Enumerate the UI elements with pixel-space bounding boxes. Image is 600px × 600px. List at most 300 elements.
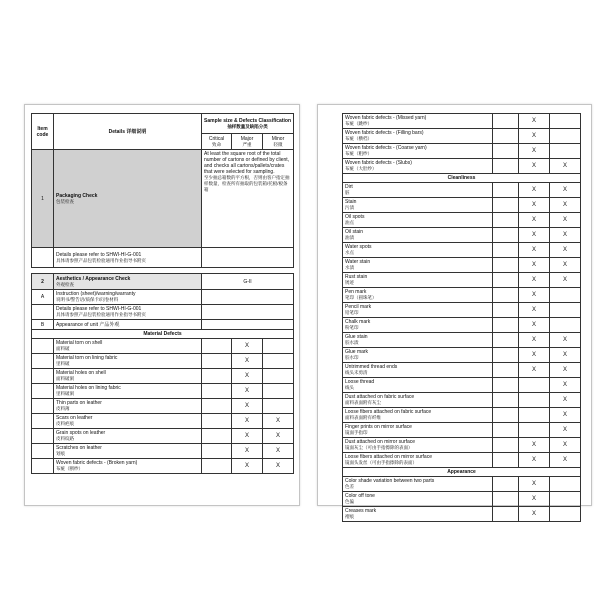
defect-description	[343, 228, 493, 243]
minor-mark	[550, 492, 581, 507]
defect-name-zh: 皮料薄	[56, 406, 70, 411]
details-header: Details 详细说明	[54, 114, 202, 150]
major-mark: X	[232, 339, 263, 354]
appearance-title: Appearance	[343, 468, 581, 477]
table-row	[343, 438, 581, 453]
minor-mark	[550, 129, 581, 144]
inspection-level: G-II	[202, 274, 294, 290]
left-page	[24, 104, 300, 506]
minor-label-zh: 轻微	[273, 141, 283, 147]
packaging-check-title	[54, 150, 202, 248]
table-row	[343, 258, 581, 273]
defect-description	[343, 378, 493, 393]
major-mark	[519, 393, 550, 408]
table-row	[32, 459, 294, 474]
major-mark: X	[519, 183, 550, 198]
critical-mark	[493, 318, 519, 333]
major-mark: X	[519, 129, 550, 144]
defect-description	[343, 243, 493, 258]
table-row	[32, 369, 294, 384]
critical-mark	[493, 213, 519, 228]
critical-mark	[202, 354, 232, 369]
material-defects-title: Material Defects	[32, 330, 294, 339]
defect-description	[343, 477, 493, 492]
appearance-of-unit-zh: 产品外观	[99, 321, 120, 328]
critical-mark	[493, 438, 519, 453]
defect-name-zh: 粉笔印	[345, 325, 359, 330]
major-mark: X	[232, 459, 263, 474]
instruction-text: Instruction (sheet)/warning/warranty	[56, 291, 136, 297]
minor-mark: X	[550, 423, 581, 438]
table-row	[32, 444, 294, 459]
aesthetics-title: Aesthetics / Appearance Check	[56, 275, 131, 282]
critical-header	[202, 134, 232, 150]
critical-mark	[493, 408, 519, 423]
critical-mark	[202, 399, 232, 414]
instruction-row	[54, 290, 202, 305]
table-row	[343, 129, 581, 144]
table-row	[32, 339, 294, 354]
critical-mark	[493, 159, 519, 174]
packaging-reference	[54, 248, 202, 268]
minor-mark: X	[550, 438, 581, 453]
major-mark: X	[519, 243, 550, 258]
cleanliness-rows	[343, 183, 581, 468]
defect-description	[54, 399, 202, 414]
defect-name-en: Woven fabric defects - (Filling bars)	[345, 130, 424, 136]
critical-mark	[202, 414, 232, 429]
blank-cell	[32, 384, 54, 399]
critical-mark	[493, 198, 519, 213]
defect-description	[343, 114, 493, 129]
blank-cell	[32, 414, 54, 429]
minor-mark: X	[263, 429, 294, 444]
critical-label: Critical	[208, 135, 225, 142]
blank-cell	[202, 290, 294, 305]
critical-mark	[202, 369, 232, 384]
critical-mark	[493, 492, 519, 507]
minor-mark: X	[550, 159, 581, 174]
major-header	[232, 134, 263, 150]
minor-mark	[263, 399, 294, 414]
table-row	[343, 288, 581, 303]
defect-description	[343, 183, 493, 198]
sample-size-label-zh: 抽样数量及缺陷分类	[227, 123, 268, 129]
appearance-of-unit	[54, 320, 202, 330]
minor-mark: X	[550, 183, 581, 198]
table-row	[343, 333, 581, 348]
critical-mark	[493, 363, 519, 378]
table-row	[343, 114, 581, 129]
critical-mark	[202, 429, 232, 444]
major-mark: X	[519, 477, 550, 492]
critical-mark	[493, 303, 519, 318]
blank-cell	[32, 248, 54, 268]
blank-cell	[32, 444, 54, 459]
defect-description	[343, 492, 493, 507]
defect-description	[54, 444, 202, 459]
minor-mark: X	[550, 393, 581, 408]
defect-name-zh: 胶水渍	[345, 340, 359, 345]
defect-name-zh: 水渍	[345, 265, 354, 270]
defect-name-zh: 里料破	[56, 361, 70, 366]
blank-cell	[32, 459, 54, 474]
blank-cell	[32, 339, 54, 354]
material-defects-rows	[32, 339, 294, 474]
defect-name-en: Glue mark	[345, 349, 369, 355]
defect-description	[343, 273, 493, 288]
defect-name-en: Material holes on lining fabric	[56, 385, 121, 391]
defect-description	[343, 453, 493, 468]
defect-description	[54, 384, 202, 399]
major-mark: X	[232, 399, 263, 414]
major-label-zh: 严重	[242, 141, 252, 147]
defect-name-zh: 色偏	[345, 499, 354, 504]
minor-mark: X	[550, 333, 581, 348]
item-code-header: Item code	[32, 114, 54, 150]
defect-description	[343, 333, 493, 348]
defect-description	[343, 198, 493, 213]
blank-cell	[32, 369, 54, 384]
defect-name-zh: 皮料疤痕	[56, 421, 74, 426]
defect-name-zh: 铅笔印	[345, 310, 359, 315]
defect-name-en: Water stain	[345, 259, 371, 265]
defect-name-zh: 水点	[345, 250, 354, 255]
defect-name-zh: 油渍	[345, 235, 354, 240]
table-row	[343, 492, 581, 507]
defect-name-en: Oil stain	[345, 229, 364, 235]
table-row	[343, 273, 581, 288]
table-row	[343, 378, 581, 393]
defect-description	[343, 288, 493, 303]
defect-name-en: Stain	[345, 199, 357, 205]
major-mark: X	[232, 429, 263, 444]
minor-mark	[263, 369, 294, 384]
minor-mark: X	[550, 363, 581, 378]
defect-name-zh: 脏	[345, 190, 350, 195]
defect-description	[54, 429, 202, 444]
defect-name-zh: 布疵（断纱）	[56, 466, 83, 471]
defect-description	[54, 459, 202, 474]
critical-mark	[202, 384, 232, 399]
defect-name-en: Rust stain	[345, 274, 368, 280]
major-mark: X	[519, 363, 550, 378]
defect-name-zh: 皮料纹路	[56, 436, 74, 441]
defect-name-zh: 镜面头发丝（可由手指擦除的表面）	[345, 460, 417, 465]
cleanliness-title: Cleanliness	[343, 174, 581, 183]
defect-name-zh: 里料破洞	[56, 391, 74, 396]
minor-mark	[550, 507, 581, 522]
minor-mark: X	[550, 273, 581, 288]
table-row	[343, 408, 581, 423]
minor-mark	[550, 477, 581, 492]
defect-description	[343, 144, 493, 159]
defect-name-zh: 布疵（横档）	[345, 136, 372, 141]
major-mark	[519, 408, 550, 423]
major-label: Major	[240, 135, 254, 142]
major-mark: X	[519, 492, 550, 507]
table-row	[343, 393, 581, 408]
defect-name-en: Water spots	[345, 244, 372, 250]
blank-cell	[32, 354, 54, 369]
major-mark: X	[519, 318, 550, 333]
defect-description	[343, 423, 493, 438]
defect-name-en: Dust attached on mirror surface	[345, 439, 416, 445]
defect-description	[343, 348, 493, 363]
defect-name-en: Glue stain	[345, 334, 368, 340]
packaging-sampling-zh: 至少抽总箱数的平方根，否则由客户指定抽样数量，检查所有抽取的包装箱/托板/板条箱	[204, 175, 290, 192]
defect-name-en: Oil spots	[345, 214, 365, 220]
critical-mark	[493, 273, 519, 288]
major-mark: X	[519, 258, 550, 273]
critical-mark	[493, 333, 519, 348]
defect-name-en: Loose fibers attached on fabric surface	[345, 409, 432, 415]
right-page	[317, 104, 592, 519]
defect-name-zh: 褶痕	[345, 514, 354, 519]
defect-name-en: Woven fabric defects - (Slubs)	[345, 160, 412, 166]
major-mark: X	[232, 354, 263, 369]
major-mark: X	[519, 228, 550, 243]
defect-name-en: Pen mark	[345, 289, 367, 295]
minor-mark	[550, 303, 581, 318]
defect-name-zh: 镜面灰尘（可由手指擦除的表面）	[345, 445, 413, 450]
defect-name-en: Scars on leather	[56, 415, 93, 421]
defect-name-en: Creases mark	[345, 508, 377, 514]
table-row	[343, 453, 581, 468]
table-row	[32, 399, 294, 414]
minor-label: Minor	[271, 135, 285, 142]
table-row	[32, 384, 294, 399]
major-mark: X	[232, 414, 263, 429]
minor-mark	[550, 144, 581, 159]
critical-mark	[202, 444, 232, 459]
table-row	[343, 159, 581, 174]
major-mark: X	[519, 159, 550, 174]
major-mark: X	[519, 288, 550, 303]
aesthetics-number: 2	[32, 274, 54, 290]
minor-mark: X	[263, 414, 294, 429]
critical-mark	[493, 258, 519, 273]
minor-mark: X	[550, 198, 581, 213]
critical-mark	[493, 114, 519, 129]
defect-name-en: Dirt	[345, 184, 353, 190]
sample-size-label: Sample size & Defects Classification	[204, 117, 291, 124]
defect-description	[54, 354, 202, 369]
defect-name-zh: 油点	[345, 220, 354, 225]
major-mark: X	[519, 198, 550, 213]
defect-name-zh: 线头	[345, 385, 354, 390]
aesthetics-ref-zh: 具体请参照产品包装检验通用作业指导书附页	[56, 312, 146, 317]
minor-mark: X	[550, 378, 581, 393]
minor-mark: X	[550, 243, 581, 258]
packaging-title: Packaging Check	[56, 192, 98, 199]
defect-name-zh: 布疵（粗纱）	[345, 151, 372, 156]
major-mark: X	[519, 303, 550, 318]
table-row	[343, 363, 581, 378]
critical-mark	[202, 459, 232, 474]
minor-mark: X	[550, 258, 581, 273]
defect-name-zh: 线头未剪清	[345, 370, 368, 375]
defect-name-zh: 锈迹	[345, 280, 354, 285]
defect-description	[343, 129, 493, 144]
defect-name-en: Pencil mark	[345, 304, 372, 310]
defect-description	[343, 363, 493, 378]
minor-mark: X	[263, 444, 294, 459]
table-row	[343, 144, 581, 159]
table-row	[343, 228, 581, 243]
critical-mark	[493, 129, 519, 144]
aesthetics-title-zh: 外观检查	[56, 281, 74, 287]
critical-mark	[493, 453, 519, 468]
table-row	[343, 303, 581, 318]
sample-size-header	[202, 114, 294, 134]
critical-mark	[493, 477, 519, 492]
table-row	[343, 477, 581, 492]
minor-header	[263, 134, 294, 150]
minor-mark: X	[550, 453, 581, 468]
table-row	[32, 414, 294, 429]
defect-name-en: Color off tone	[345, 493, 375, 499]
packaging-sampling-en: At least the square root of the total number of cartons or defined by client, and checks all cartons/pallets/crates that were selected for sampling.	[204, 151, 290, 175]
table-row	[343, 507, 581, 522]
defect-name-en: Color shade variation between two parts	[345, 478, 435, 484]
table-row	[343, 213, 581, 228]
table-row	[32, 429, 294, 444]
critical-mark	[493, 144, 519, 159]
defect-description	[343, 408, 493, 423]
aesthetics-ref-en: Details please refer to SHWI-HI-G-001	[56, 306, 142, 312]
defect-name-zh: 布疵（大肚纱）	[345, 166, 377, 171]
major-mark: X	[232, 384, 263, 399]
table-row	[32, 354, 294, 369]
major-mark	[519, 378, 550, 393]
minor-mark: X	[263, 459, 294, 474]
minor-mark: X	[550, 213, 581, 228]
table-row	[343, 423, 581, 438]
defect-name-en: Loose thread	[345, 379, 375, 385]
defect-description	[343, 258, 493, 273]
blank-cell	[32, 429, 54, 444]
critical-mark	[493, 507, 519, 522]
packaging-ref-zh: 具体请参照产品包装检验通用作业指导书附页	[56, 257, 146, 263]
defect-name-en: Scratches on leather	[56, 445, 102, 451]
packaging-ref-en: Details please refer to SHWI-HI-G-001	[56, 251, 142, 258]
major-mark: X	[232, 369, 263, 384]
minor-mark: X	[550, 228, 581, 243]
defect-name-zh: 胶水印	[345, 355, 359, 360]
defect-description	[343, 159, 493, 174]
packaging-title-zh: 包装检查	[56, 198, 74, 204]
major-mark: X	[519, 333, 550, 348]
defect-name-en: Woven fabric defects - (Broken yarn)	[56, 460, 138, 466]
right-inspection-table	[342, 113, 581, 522]
major-mark: X	[519, 348, 550, 363]
minor-mark	[550, 114, 581, 129]
fabric-defect-rows	[343, 114, 581, 174]
blank-cell	[32, 305, 54, 320]
defect-name-en: Dust attached on fabric surface	[345, 394, 415, 400]
minor-mark	[550, 288, 581, 303]
minor-mark: X	[550, 348, 581, 363]
defect-name-zh: 划痕	[56, 451, 65, 456]
table-row	[343, 318, 581, 333]
critical-mark	[493, 228, 519, 243]
defect-name-zh: 污渍	[345, 205, 354, 210]
blank-cell	[202, 248, 294, 268]
defect-name-zh: 面料表面附有灰尘	[345, 400, 381, 405]
appearance-rows	[343, 477, 581, 522]
defect-name-en: Material torn on shell	[56, 340, 103, 346]
defect-description	[54, 369, 202, 384]
major-mark: X	[519, 438, 550, 453]
table-row	[343, 183, 581, 198]
section-b-label: B	[32, 320, 54, 330]
instruction-text-zh: 说明书/警告语/质保卡/问卷材料	[56, 297, 119, 302]
critical-mark	[493, 183, 519, 198]
packaging-number: 1	[32, 150, 54, 248]
aesthetics-reference	[54, 305, 202, 320]
table-row	[343, 198, 581, 213]
defect-name-en: Finger prints on mirror surface	[345, 424, 412, 430]
defect-description	[343, 438, 493, 453]
major-mark: X	[519, 213, 550, 228]
major-mark: X	[232, 444, 263, 459]
defect-name-en: Material torn on lining fabric	[56, 355, 118, 361]
defect-name-zh: 镜面手指印	[345, 430, 368, 435]
critical-mark	[202, 339, 232, 354]
table-row	[343, 243, 581, 258]
defect-description	[54, 414, 202, 429]
left-inspection-table	[31, 113, 294, 474]
defect-description	[343, 507, 493, 522]
minor-mark	[263, 384, 294, 399]
major-mark: X	[519, 144, 550, 159]
minor-mark	[263, 339, 294, 354]
appearance-of-unit-en: Appearance of unit	[56, 321, 98, 328]
critical-mark	[493, 393, 519, 408]
defect-name-en: Chalk mark	[345, 319, 371, 325]
major-mark	[519, 423, 550, 438]
defect-name-en: Thin parts on leather	[56, 400, 102, 406]
defect-name-zh: 面料表面附有纤维	[345, 415, 381, 420]
defect-description	[343, 303, 493, 318]
defect-name-zh: 布疵（跳纱）	[345, 121, 372, 126]
defect-description	[343, 213, 493, 228]
critical-mark	[493, 243, 519, 258]
critical-mark	[493, 288, 519, 303]
defect-name-en: Woven fabric defects - (Missed yarn)	[345, 115, 427, 121]
blank-cell	[202, 305, 294, 320]
major-mark: X	[519, 273, 550, 288]
defect-name-zh: 笔印（圆珠笔）	[345, 295, 377, 300]
section-a-label: A	[32, 290, 54, 305]
packaging-sampling-text	[202, 150, 294, 248]
critical-mark	[493, 348, 519, 363]
minor-mark	[550, 318, 581, 333]
minor-mark	[263, 354, 294, 369]
critical-mark	[493, 378, 519, 393]
blank-cell	[32, 399, 54, 414]
defect-name-en: Untrimmed thread ends	[345, 364, 398, 370]
defect-description	[343, 318, 493, 333]
critical-label-zh: 致命	[212, 141, 221, 147]
defect-name-zh: 面料破洞	[56, 376, 74, 381]
defect-name-zh: 面料破	[56, 346, 70, 351]
defect-name-en: Grain spots on leather	[56, 430, 106, 436]
major-mark: X	[519, 453, 550, 468]
table-row	[343, 348, 581, 363]
defect-description	[343, 393, 493, 408]
